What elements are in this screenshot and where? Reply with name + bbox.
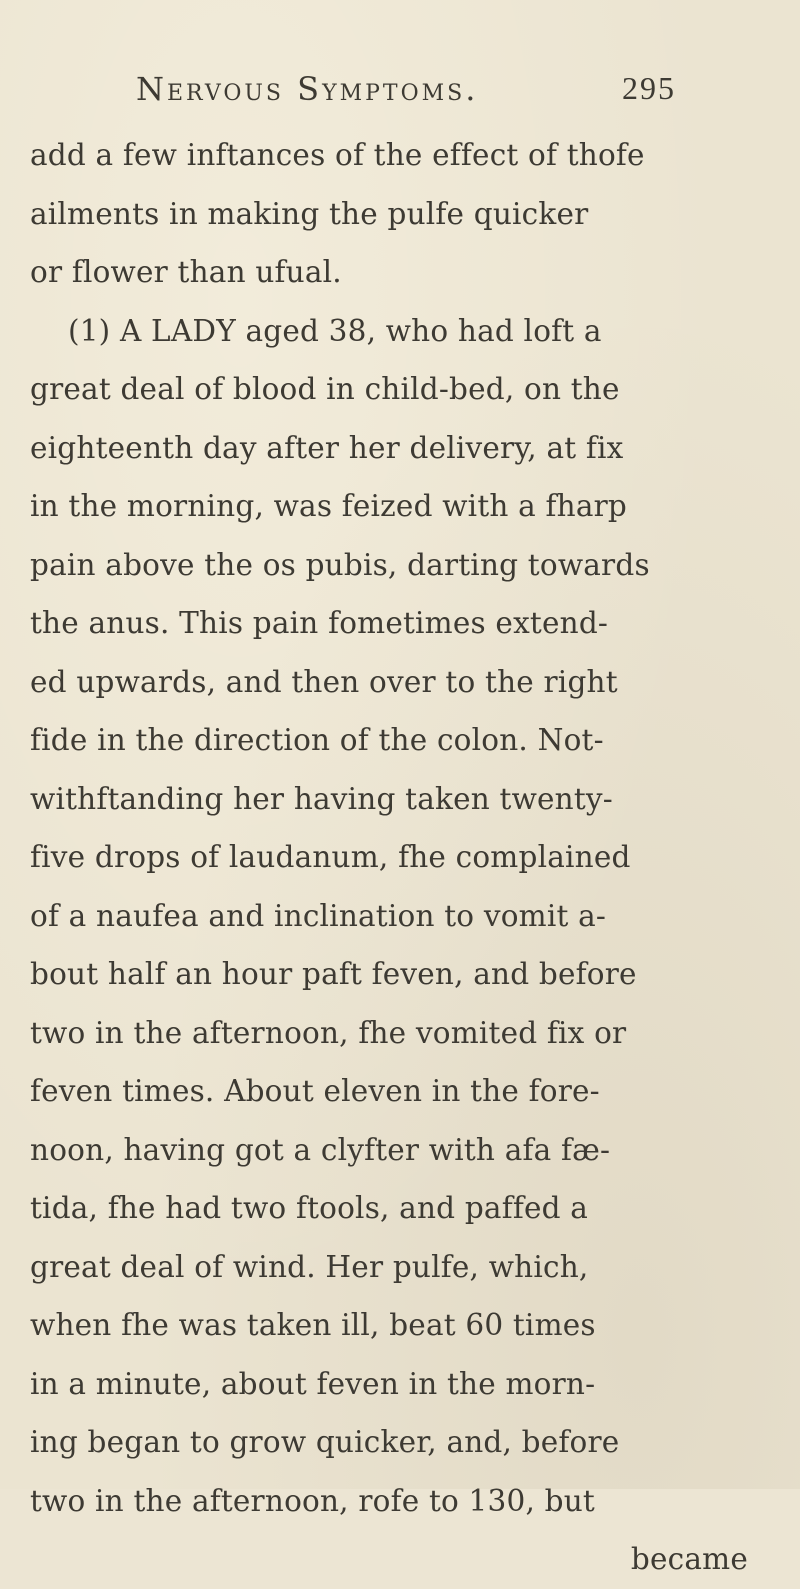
text-line: bout half an hour paft feven, and before xyxy=(30,957,637,991)
text-line: in the morning, was feized with a fharp xyxy=(30,489,628,523)
text-line: fide in the direction of the colon. Not- xyxy=(30,723,604,757)
text-line: two in the afternoon, rofe to 130, but xyxy=(30,1483,595,1518)
page-number: 295 xyxy=(622,70,676,106)
text-line: great deal of blood in child-bed, on the xyxy=(30,372,620,406)
text-line: tida, fhe had two ftools, and paffed a xyxy=(30,1191,589,1225)
catchword: became xyxy=(630,1542,748,1576)
text-line: in a minute, about feven in the morn- xyxy=(30,1366,596,1401)
text-line: (1) A LADY aged 38, who had loft a xyxy=(68,313,602,348)
text-line: eighteenth day after her delivery, at fix xyxy=(30,430,624,465)
text-line: noon, having got a clyfter with afa fæ- xyxy=(30,1132,611,1167)
text-line: feven times. About eleven in the fore- xyxy=(30,1074,600,1108)
text-line: ed upwards, and then over to the right xyxy=(30,664,618,699)
text-line: or flower than ufual. xyxy=(30,255,342,289)
text-line: five drops of laudanum, fhe complained xyxy=(30,840,631,874)
running-head xyxy=(136,70,676,118)
body-text xyxy=(30,126,800,1589)
text-line: ing began to grow quicker, and, before xyxy=(30,1425,620,1459)
text-line: add a few inftances of the effect of thofe xyxy=(30,138,645,172)
running-title: Nervous Symptoms. xyxy=(136,70,479,108)
text-line: two in the afternoon, fhe vomited fix or xyxy=(30,1015,627,1050)
text-line: when fhe was taken ill, beat 60 times xyxy=(30,1308,596,1342)
text-line: the anus. This pain fometimes extend- xyxy=(30,606,609,640)
text-line: withftanding her having taken twenty- xyxy=(30,781,613,816)
text-line: pain above the os pubis, darting towards xyxy=(30,547,650,582)
text-line: great deal of wind. Her pulfe, which, xyxy=(30,1249,589,1284)
text-line: ailments in making the pulfe quicker xyxy=(30,196,589,231)
text-line: of a naufea and inclination to vomit a- xyxy=(30,898,607,933)
